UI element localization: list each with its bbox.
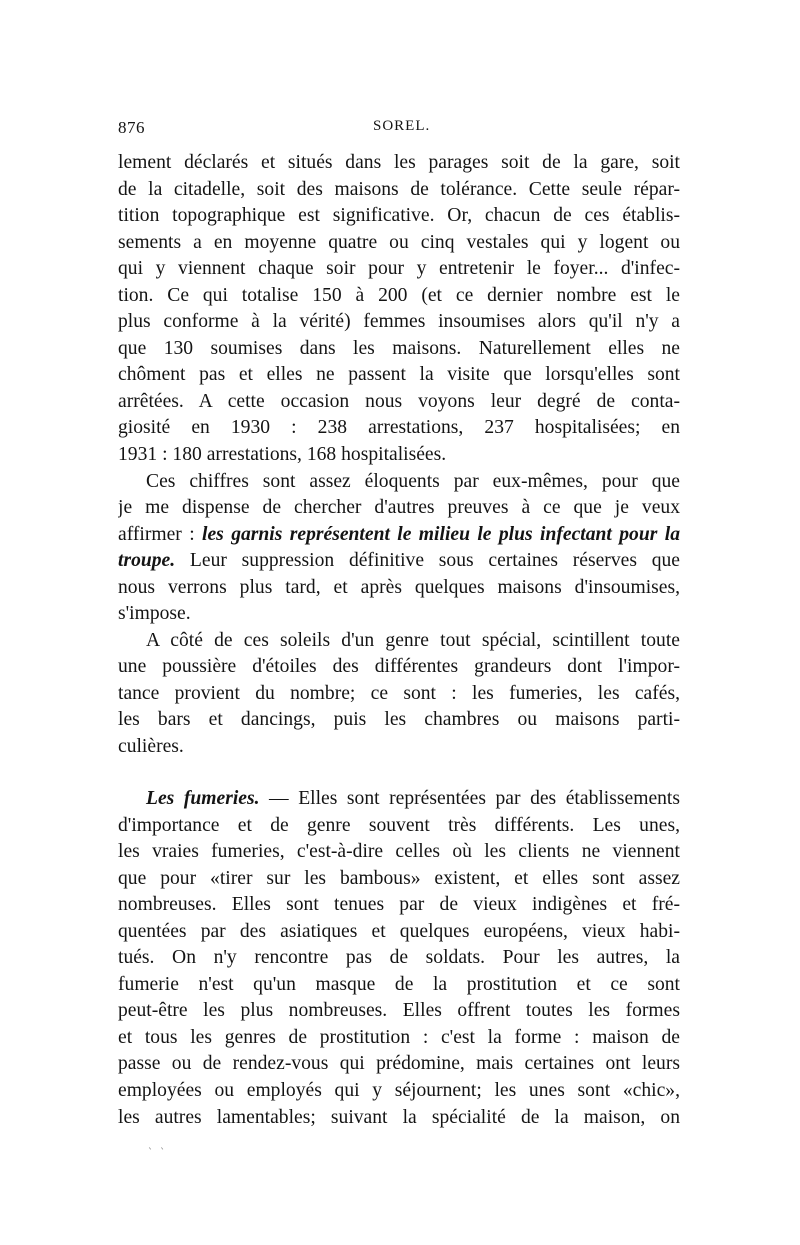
text-line: tition topographique est significative. Or, chacun de ces établis- [118, 205, 680, 227]
text-line: que pour «tirer sur les bambous» existent, et elles sont assez [118, 867, 680, 889]
main-text [118, 150, 680, 761]
text-line: A côté de ces soleils d'un genre tout spécial, scintillent toute [146, 629, 680, 651]
text-line: d'importance et de genre souvent très différents. Les unes, [118, 814, 680, 836]
text-line: plus conforme à la vérité) femmes insoumises alors qu'il n'y a [118, 311, 680, 333]
text-line: nombreuses. Elles sont tenues par de vieux indigènes et fré- [118, 894, 680, 916]
text-line: nous verrons plus tard, et après quelques maisons d'insoumises, [118, 576, 680, 598]
text-line: que 130 soumises dans les maisons. Naturellement elles ne [118, 337, 680, 359]
text-line: tion. Ce qui totalise 150 à 200 (et ce dernier nombre est le [118, 284, 680, 306]
paragraph-soleils [118, 628, 680, 761]
text-line: fumerie n'est qu'un masque de la prostitution et ce sont [118, 973, 680, 995]
text-line: les vraies fumeries, c'est-à-dire celles où les clients ne viennent [118, 841, 680, 863]
italic-emphasis: les garnis représentent le milieu le plus infectant pour la [202, 523, 680, 545]
print-mark: ` ` [148, 1148, 168, 1159]
text-line: tués. On n'y rencontre pas de soldats. Pour les autres, la [118, 947, 680, 969]
page-number: 876 [118, 118, 145, 137]
text-fragment: affirmer : [118, 523, 203, 545]
text-line: lement déclarés et situés dans les parages soit de la gare, soit [118, 152, 680, 173]
paragraph-chiffres [118, 469, 680, 628]
section-first-line [118, 786, 680, 813]
text-line: de la citadelle, soit des maisons de tolérance. Cette seule répar- [118, 178, 680, 200]
text-line: qui y viennent chaque soir pour y entretenir le foyer... d'infec- [118, 258, 680, 280]
section-heading: Les fumeries. [146, 788, 260, 809]
text-line: culières. [118, 736, 184, 758]
text-line: arrêtées. A cette occasion nous voyons leur degré de conta- [118, 390, 680, 412]
text-line: sements a en moyenne quatre ou cinq vestales qui y logent ou [118, 231, 680, 253]
running-head [118, 118, 680, 144]
text-line: une poussière d'étoiles des différentes grandeurs dont l'impor- [118, 656, 680, 678]
section-fumeries [118, 786, 680, 1131]
text-fragment: — Elles sont représentées par des établissements [259, 788, 680, 809]
text-line: tance provient du nombre; ce sont : les fumeries, les cafés, [118, 682, 680, 704]
text-line: chôment pas et elles ne passent la visite que lorsqu'elles sont [118, 364, 680, 386]
paragraph-continuation [118, 150, 680, 469]
text-line: peut-être les plus nombreuses. Elles offrent toutes les formes [118, 1000, 680, 1022]
text-line: les autres lamentables; suivant la spécialité de la maison, on [118, 1106, 680, 1128]
text-line: s'impose. [118, 603, 191, 625]
text-fragment: Leur suppression définitive sous certaines réserves que [175, 550, 680, 572]
text-line-with-italic [118, 522, 680, 549]
text-line: employées ou employés qui y séjournent; les unes sont «chic», [118, 1080, 680, 1102]
text-line: giosité en 1930 : 238 arrestations, 237 hospitalisées; en [118, 417, 680, 439]
text-line: 1931 : 180 arrestations, 168 hospitalisées. [118, 444, 447, 466]
italic-emphasis: troupe. [118, 550, 176, 572]
text-line: les bars et dancings, puis les chambres ou maisons parti- [118, 709, 680, 731]
text-line: je me dispense de chercher d'autres preuves à ce que je veux [118, 497, 680, 519]
running-head-author: SOREL. [373, 118, 431, 134]
text-line-with-italic [118, 548, 680, 575]
text-line: Ces chiffres sont assez éloquents par eux-mêmes, pour que [146, 470, 680, 492]
text-line: et tous les genres de prostitution : c'est la forme : maison de [118, 1026, 680, 1048]
text-line: passe ou de rendez-vous qui prédomine, mais certaines ont leurs [118, 1053, 680, 1075]
text-line: quentées par des asiatiques et quelques européens, vieux habi- [118, 920, 680, 942]
